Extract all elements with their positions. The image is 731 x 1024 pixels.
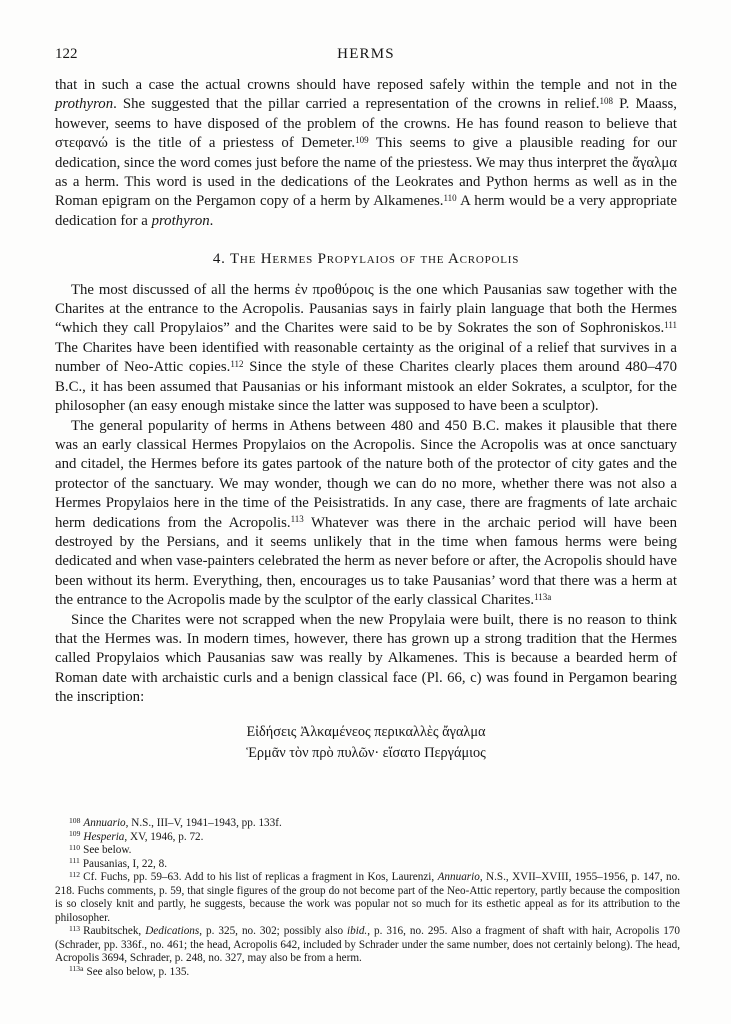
footnote-text-110: See below. — [83, 844, 132, 856]
paragraph-hermes-propylaios: The most discussed of all the herms ἐν προθύροις is the one which Pausanias saw together with the Charites at the entrance to the Acropolis. Pausanias says in fairly plain language that both the Hermes “which they call Propylaios” and the Charites were said to be by Sokrates the son of Sophroniskos.$^{111}$ The Charites have been identified with reasonable certainty as the original of a relief that survives in a number of Neo-Attic copies.$^{112}$ Since the style of these Charites clearly places them around 480–470 B.C., it has been assumed that Pausanias or his informant mistook an elder Sokrates, a sculptor, for the philosopher (an easy enough mistake since the latter was supposed to have been a sculptor). — [55, 281, 677, 415]
section-heading: 4. The Hermes Propylaios of the Acropolis — [212, 251, 520, 268]
footnote-text-109: Hesperia, XV, 1946, p. 72. — [83, 830, 204, 843]
page-number: 122 — [55, 46, 78, 62]
footnote-113a — [55, 966, 680, 980]
footnote-text-108: Annuario, N.S., III–V, 1941–1943, pp. 133f. — [83, 817, 282, 829]
footnote-text-113: Raubitschek, Dedications, p. 325, no. 302; possibly also ibid., p. 316, no. 295. Also a fragment of shaft with hair, Acropolis 170 (Schrader, pp. 336f., no. 461; the head, Acropolis 642, included by Schrader under the same number, does not certainly belong). The head, Acropolis 3694, Schrader, p. 248, no. 327, may also be from a herm. — [55, 925, 680, 964]
footnote-text-112: Cf. Fuchs, pp. 59–63. Add to his list of replicas a fragment in Kos, Laurenzi, Annuario, N.S., XVII–XVIII, 1955–1956, p. 147, no. 218. Fuchs comments, p. 59, that single figures of the group do not become part of the Neo-Attic repertory, partly because the composition is so closely knit and partly, he suggests, because the work was popular not so much for its esthetic appeal as for its attribution to the philosopher. — [55, 871, 680, 924]
footnote-text-113a: See also below, p. 135. — [86, 965, 190, 978]
footnote-108 — [55, 817, 680, 831]
footnote-113 — [55, 925, 680, 966]
footnote-111 — [55, 858, 680, 872]
footnotes — [55, 817, 680, 979]
paragraph-general-popularity: The general popularity of herms in Athens between 480 and 450 B.C. makes it plausible that there was an early classical Hermes Propylaios on the Acropolis. Since the Acropolis was at once sanctuary and citadel, the Hermes before its gates partook of the nature both of the protector of city gates and the protector of the sanctuary. We may wonder, though we can do no more, whether there was not also a Hermes Propylaios here in the time of the Peisistratids. In any case, there are fragments of late archaic herm dedications from the Acropolis.$^{113}$ Whatever was there in the archaic period will have been destroyed by the Persians, and it seems unlikely that in the time when famous herms were being dedicated and when vase-painters celebrated the herm as never before or after, the Acropolis should have been without its herm. Everything, then, encourages us to take Pausanias’ word that there was a herm at the entrance to the Acropolis made by the sculptor of the early classical Charites.$^{113a}$ — [55, 417, 678, 609]
footnote-112 — [55, 871, 680, 925]
greek-inscription-line-2: Ἑρμᾶν τὸν πρὸ πυλῶν· εἵσατο Περγάμιος — [246, 744, 486, 761]
footnote-text-111: Pausanias, I, 22, 8. — [82, 857, 168, 870]
page-header — [55, 46, 677, 66]
footnote-ref-110: 110 — [69, 842, 81, 852]
paragraph-crowns: that in such a case the actual crowns should have reposed safely within the temple and not in the prothyron. She suggested that the pillar carried a representation of the crowns in relief.$^{108}$ P. Maass, however, seems to have disposed of the problem of the crowns. He has found reason to believe that στεφανώ is the title of a priestess of Demeter.$^{109}$ This seems to give a plausible reading for our dedication, since the word comes just before the name of the priestess. We may thus interpret the ἄγαλμα as a herm. This word is used in the dedications of the Leokrates and Python herms as well as in the Roman epigram on the Pergamon copy of a herm by Alkamenes.$^{110}$ A herm would be a very appropriate dedication for a prothyron. — [55, 77, 677, 229]
footnote-ref-111: 111 — [69, 856, 80, 866]
footnote-ref-108: 108 — [69, 815, 81, 825]
footnote-110 — [55, 844, 680, 858]
page-body — [55, 76, 677, 764]
greek-inscription-line-1: Εἰδήσεις Ἀλκαμένεος περικαλλὲς ἄγαλμα — [246, 723, 486, 740]
footnote-109 — [55, 831, 680, 845]
footnote-ref-112: 112 — [69, 869, 81, 879]
paragraph-since-charites: Since the Charites were not scrapped when the new Propylaia were built, there is no reason to think that the Hermes was. In modern times, however, there has grown up a strong tradition that the Hermes called Propylaios which Pausanias saw was really by Alkamenes. This is because a bearded herm of Roman date with archaistic curls and a benign classical face (Pl. 66, c) was found in Pergamon bearing the inscription: — [55, 611, 677, 706]
greek-inscription — [55, 722, 677, 764]
footnote-ref-109: 109 — [69, 829, 81, 839]
running-head: HERMS — [337, 46, 395, 62]
footnote-ref-113a: 113a — [69, 964, 84, 974]
footnote-ref-113: 113 — [69, 923, 81, 933]
